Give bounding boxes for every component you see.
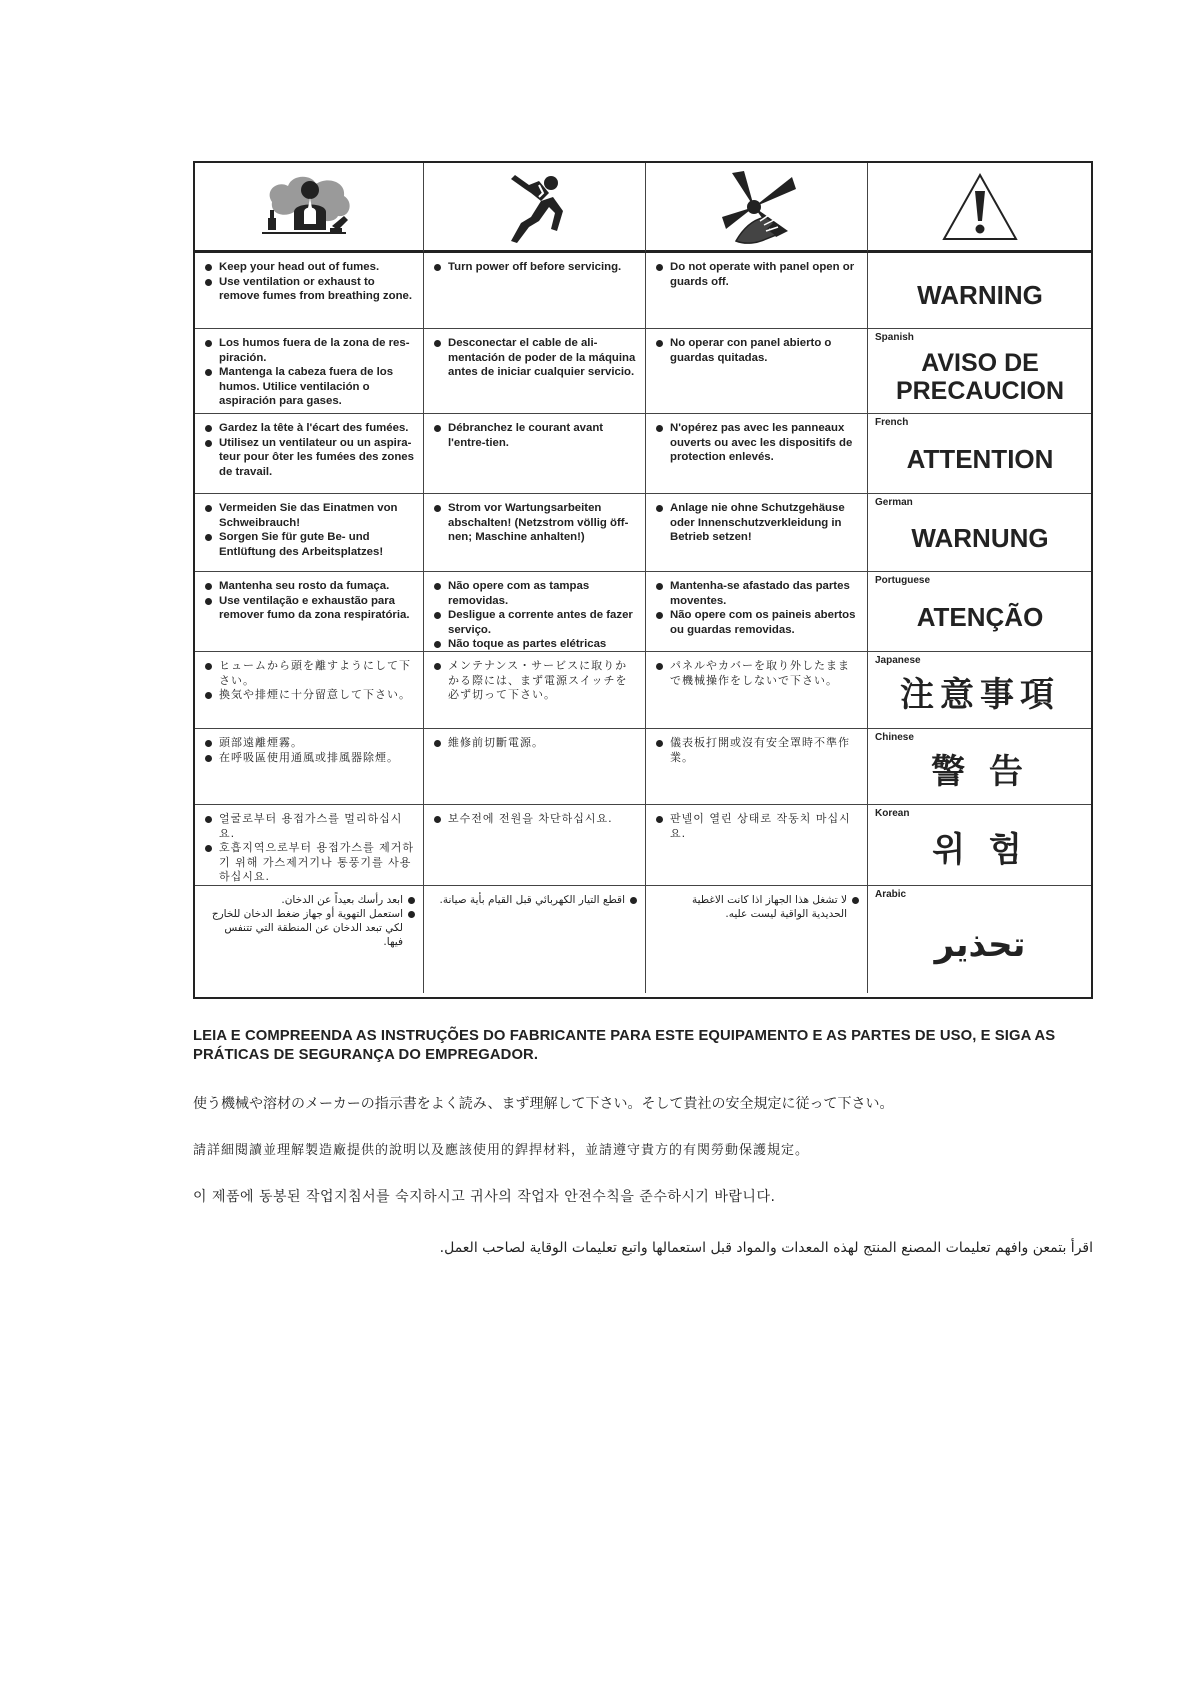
list-item: 頭部遠離煙霧。 xyxy=(205,736,415,751)
list-item: Use ventilation or exhaust to remove fumes from breathing zone. xyxy=(205,275,415,304)
list-item: 보수전에 전원을 차단하십시요. xyxy=(434,812,637,827)
korean-fumes-cell xyxy=(195,805,424,886)
instructions-chinese: 請詳細閱讀並理解製造廠提供的說明以及應該使用的銲捍材料，並請遵守貴方的有関勞動保護規定。 xyxy=(193,1143,810,1158)
list-item: 維修前切斷電源。 xyxy=(434,736,637,751)
instructions-korean: 이 제품에 동봉된 작업지침서를 숙지하시고 귀사의 작업자 안전수칙을 준수하시기 바랍니다. xyxy=(193,1189,776,1205)
chinese-warning-word-cell xyxy=(868,729,1091,805)
list-item: اقطع التيار الكهربائي قبل القيام بأية صيانة. xyxy=(434,893,637,907)
warning-word: 위 험 xyxy=(932,830,1028,870)
list-item: Desconectar el cable de ali-mentación de poder de la máquina antes de iniciar cualquier servicio. xyxy=(434,336,637,380)
warning-word: تحذير xyxy=(934,924,1026,965)
french-fumes-cell xyxy=(195,414,424,494)
warning-word: 警 告 xyxy=(931,751,1029,792)
list-item: Mantenha-se afastado das partes moventes. xyxy=(656,579,859,608)
instructions-arabic: اقرأ بتمعن وافهم تعليمات المصنع المنتج لهذه المعدات والمواد قبل استعمالها واتبع تعليمات الوقاية لصاحب العمل. xyxy=(439,1240,1093,1256)
list-item: Não opere com as tampas removidas. xyxy=(434,579,637,608)
multilingual-warning-table xyxy=(193,161,1093,999)
list-item: Strom vor Wartungsarbeiten abschalten! (Netzstrom völlig öff-nen; Maschine anhalten!) xyxy=(434,501,637,545)
english-power-cell xyxy=(424,253,646,329)
hand-in-fan-icon xyxy=(714,167,800,247)
list-item: 在呼吸區使用通風或排風器除煙。 xyxy=(205,751,415,766)
french-power-cell xyxy=(424,414,646,494)
list-item: N'opérez pas avec les panneaux ouverts ou avec les dispositifs de protection enlevés. xyxy=(656,421,859,465)
portuguese-power-cell xyxy=(424,572,646,652)
list-item: 판넬이 열린 상태로 작동치 마십시요. xyxy=(656,812,859,841)
english-fumes-cell xyxy=(195,253,424,329)
portuguese-panel-cell xyxy=(646,572,868,652)
korean-power-cell xyxy=(424,805,646,886)
english-panel-cell xyxy=(646,253,868,329)
chinese-fumes-cell xyxy=(195,729,424,805)
language-label: Japanese xyxy=(875,655,921,666)
language-label: Arabic xyxy=(875,889,907,900)
portuguese-fumes-cell xyxy=(195,572,424,652)
list-item: メンテナンス・サービスに取りかかる際には、まず電源スイッチを必ず切って下さい。 xyxy=(434,659,637,703)
list-item: Turn power off before servicing. xyxy=(434,260,637,275)
german-power-cell xyxy=(424,494,646,572)
instructions-portuguese: LEIA E COMPREENDA AS INSTRUÇÕES DO FABRICANTE PARA ESTE EQUIPAMENTO E AS PARTES DE USO, E SIGA AS PRÁTICAS DE SEGURANÇA DO EMPREGADOR. xyxy=(193,1028,1056,1063)
japanese-fumes-cell xyxy=(195,652,424,729)
hand-in-fan-icon-cell xyxy=(646,163,868,253)
german-panel-cell xyxy=(646,494,868,572)
list-item: 儀表板打開或沒有安全罩時不準作業。 xyxy=(656,736,859,765)
spanish-power-cell xyxy=(424,329,646,414)
list-item: Vermeiden Sie das Einatmen von Schweibrauch! xyxy=(205,501,415,530)
list-item: Use ventilação e exhaustão para remover fumo da zona respiratória. xyxy=(205,594,415,623)
list-item: No operar con panel abierto o guardas quitadas. xyxy=(656,336,859,365)
list-item: ヒュームから頭を離すようにして下さい。 xyxy=(205,659,415,688)
chinese-panel-cell xyxy=(646,729,868,805)
list-item: Keep your head out of fumes. xyxy=(205,260,415,275)
language-label: French xyxy=(875,417,909,428)
list-item: Anlage nie ohne Schutzgehäuse oder Innenschutzverkleidung in Betrieb setzen! xyxy=(656,501,859,545)
warning-word: WARNUNG xyxy=(911,522,1049,553)
language-label: Portuguese xyxy=(875,575,931,586)
electric-shock-icon xyxy=(495,167,575,247)
language-label: German xyxy=(875,497,913,508)
warning-word: ATENÇÃO xyxy=(916,601,1044,632)
german-fumes-cell xyxy=(195,494,424,572)
language-label: Chinese xyxy=(875,732,914,743)
list-item: Gardez la tête à l'écart des fumées. xyxy=(205,421,415,436)
fumes-person-icon-cell xyxy=(195,163,424,253)
list-item: 얼굴로부터 용접가스를 멀리하십시요. xyxy=(205,812,415,841)
english-warning-word-cell xyxy=(868,253,1091,329)
warning-word: 注意事項 xyxy=(900,675,1060,715)
fumes-person-icon xyxy=(254,168,364,246)
list-item: 換気や排煙に十分留意して下さい。 xyxy=(205,688,415,703)
arabic-power-cell xyxy=(424,886,646,993)
list-item: Mantenha seu rosto da fumaça. xyxy=(205,579,415,594)
japanese-panel-cell xyxy=(646,652,868,729)
list-item: Desligue a corrente antes de fazer serviço. xyxy=(434,608,637,637)
french-warning-word-cell xyxy=(868,414,1091,494)
spanish-panel-cell xyxy=(646,329,868,414)
list-item: Não toque as partes elétricas xyxy=(434,637,637,652)
arabic-fumes-cell xyxy=(195,886,424,993)
list-item: Não opere com os paineis abertos ou guardas removidas. xyxy=(656,608,859,637)
list-item: استعمل التهوية أو جهاز ضغط الدخان للخارج لكي تبعد الدخان عن المنطقة التي تتنفس فيها. xyxy=(205,907,415,949)
french-panel-cell xyxy=(646,414,868,494)
german-warning-word-cell xyxy=(868,494,1091,572)
list-item: Débranchez le courant avant l'entre-tien. xyxy=(434,421,637,450)
list-item: ابعد رأسك بعيداً عن الدخان. xyxy=(205,893,415,907)
list-item: Mantenga la cabeza fuera de los humos. Utilice ventilación o aspiración para gases. xyxy=(205,365,415,409)
japanese-power-cell xyxy=(424,652,646,729)
list-item: Do not operate with panel open or guards off. xyxy=(656,260,859,289)
chinese-power-cell xyxy=(424,729,646,805)
warning-triangle-icon-cell xyxy=(868,163,1091,253)
arabic-panel-cell xyxy=(646,886,868,993)
instructions-japanese: 使う機械や溶材のメーカーの指示書をよく読み、まず理解して下さい。そして貴社の安全規定に従って下さい。 xyxy=(193,1096,894,1112)
spanish-fumes-cell xyxy=(195,329,424,414)
warning-word: WARNING xyxy=(917,279,1043,310)
warning-word: ATTENTION xyxy=(906,443,1054,474)
list-item: Utilisez un ventilateur ou un aspira-teur pour ôter les fumées des zones de travail. xyxy=(205,436,415,480)
japanese-warning-word-cell xyxy=(868,652,1091,729)
warning-word: AVISO DE PRECAUCION xyxy=(895,348,1065,405)
list-item: Sorgen Sie für gute Be- und Entlüftung des Arbeitsplatzes! xyxy=(205,530,415,559)
warning-triangle-icon xyxy=(940,171,1020,243)
language-label: Spanish xyxy=(875,332,914,343)
portuguese-warning-word-cell xyxy=(868,572,1091,652)
language-label: Korean xyxy=(875,808,910,819)
korean-panel-cell xyxy=(646,805,868,886)
list-item: 호흡지역으로부터 용접가스를 제거하기 위해 가스제거기나 통풍기를 사용하십시요. xyxy=(205,841,415,885)
spanish-warning-word-cell xyxy=(868,329,1091,414)
list-item: パネルやカバーを取り外したままで機械操作をしないで下さい。 xyxy=(656,659,859,688)
list-item: Los humos fuera de la zona de res-piración. xyxy=(205,336,415,365)
korean-warning-word-cell xyxy=(868,805,1091,886)
list-item: لا تشغل هذا الجهاز اذا كانت الاغطية الحديدية الواقية ليست عليه. xyxy=(656,893,859,921)
electric-shock-icon-cell xyxy=(424,163,646,253)
arabic-warning-word-cell xyxy=(868,886,1091,993)
